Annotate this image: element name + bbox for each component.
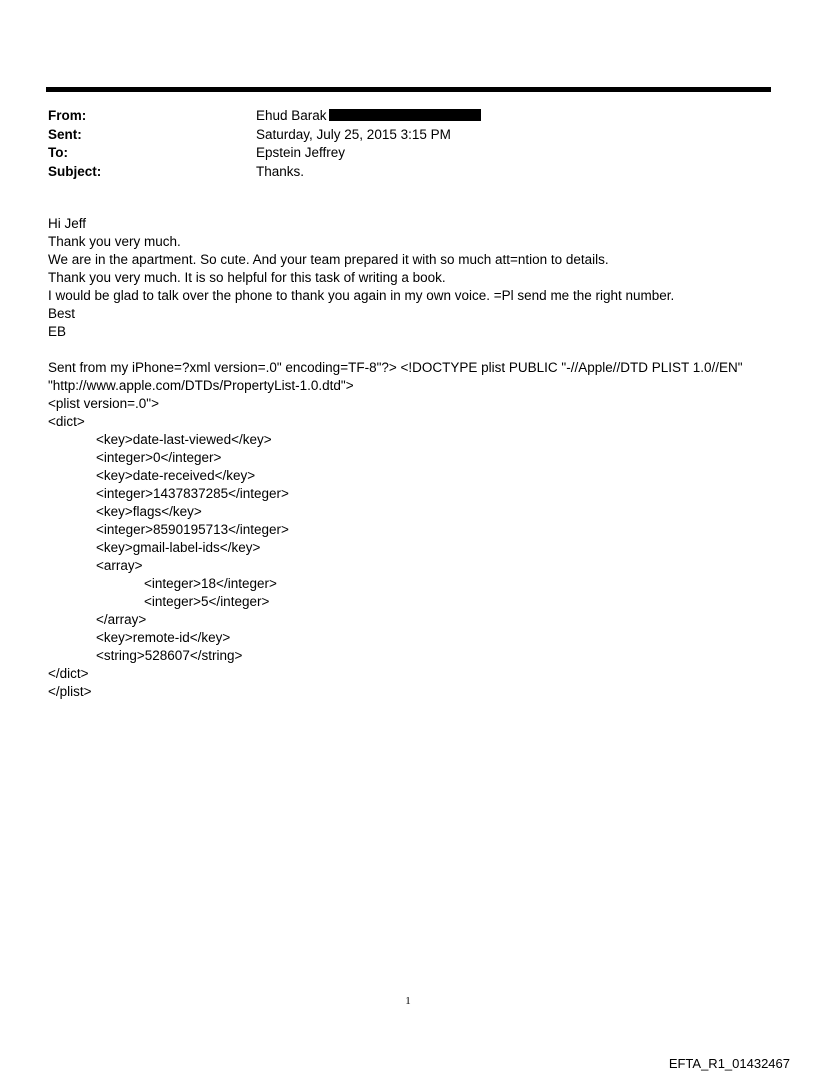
email-body [48,215,778,701]
email-header [48,107,768,181]
plist-line: <integer>18</integer> [144,576,277,591]
subject-value: Thanks. [256,163,305,179]
plist-line: <key>remote-id</key> [96,630,231,645]
plist-line: <array> [96,558,143,573]
body-line: Best [48,306,76,321]
body-line: Sent from my iPhone=?xml version=.0" encoding=TF-8"?> <!DOCTYPE plist PUBLIC "-//Apple//DTD PLIST 1.0//EN" [48,360,743,375]
plist-line: </array> [96,612,147,627]
plist-line: <key>date-last-viewed</key> [96,432,272,447]
plist-line: </plist> [48,684,92,699]
plist-line: <integer>1437837285</integer> [96,486,289,501]
from-value: Ehud Barak [256,108,327,123]
subject-row [48,163,768,182]
plist-line: </dict> [48,666,89,681]
body-line: EB [48,324,67,339]
to-label: To: [48,145,68,160]
bates-number: EFTA_R1_01432467 [668,1056,790,1071]
plist-line: <integer>0</integer> [96,450,222,465]
from-value-container [256,107,481,126]
plist-line: <key>date-received</key> [96,468,256,483]
sent-row [48,126,768,145]
subject-label: Subject: [48,163,102,179]
from-label: From: [48,108,87,123]
from-row [48,107,768,126]
body-line: We are in the apartment. So cute. And your team prepared it with so much att=ntion to details. [48,252,609,267]
plist-line: <integer>8590195713</integer> [96,522,289,537]
to-value: Epstein Jeffrey [256,145,346,160]
sent-value: Saturday, July 25, 2015 3:15 PM [256,126,451,142]
redaction-block [329,109,481,121]
plist-line: <dict> [48,414,85,429]
header-rule [46,87,771,92]
plist-line: <integer>5</integer> [144,594,270,609]
body-line: Thank you very much. [48,234,181,249]
body-line: Hi Jeff [48,216,87,231]
plist-line: <key>gmail-label-ids</key> [96,540,261,555]
blank-line [48,341,778,359]
to-row [48,144,768,163]
body-line: I would be glad to talk over the phone to thank you again in my own voice. =Pl send me the right number. [48,288,675,303]
plist-line: <string>528607</string> [96,648,243,663]
sent-label: Sent: [48,126,82,142]
page-number: 1 [405,995,411,1007]
body-line: "http://www.apple.com/DTDs/PropertyList-1.0.dtd"> [48,378,354,393]
plist-line: <key>flags</key> [96,504,202,519]
body-line: Thank you very much. It is so helpful for this task of writing a book. [48,270,446,285]
plist-line: <plist version=.0"> [48,396,159,411]
